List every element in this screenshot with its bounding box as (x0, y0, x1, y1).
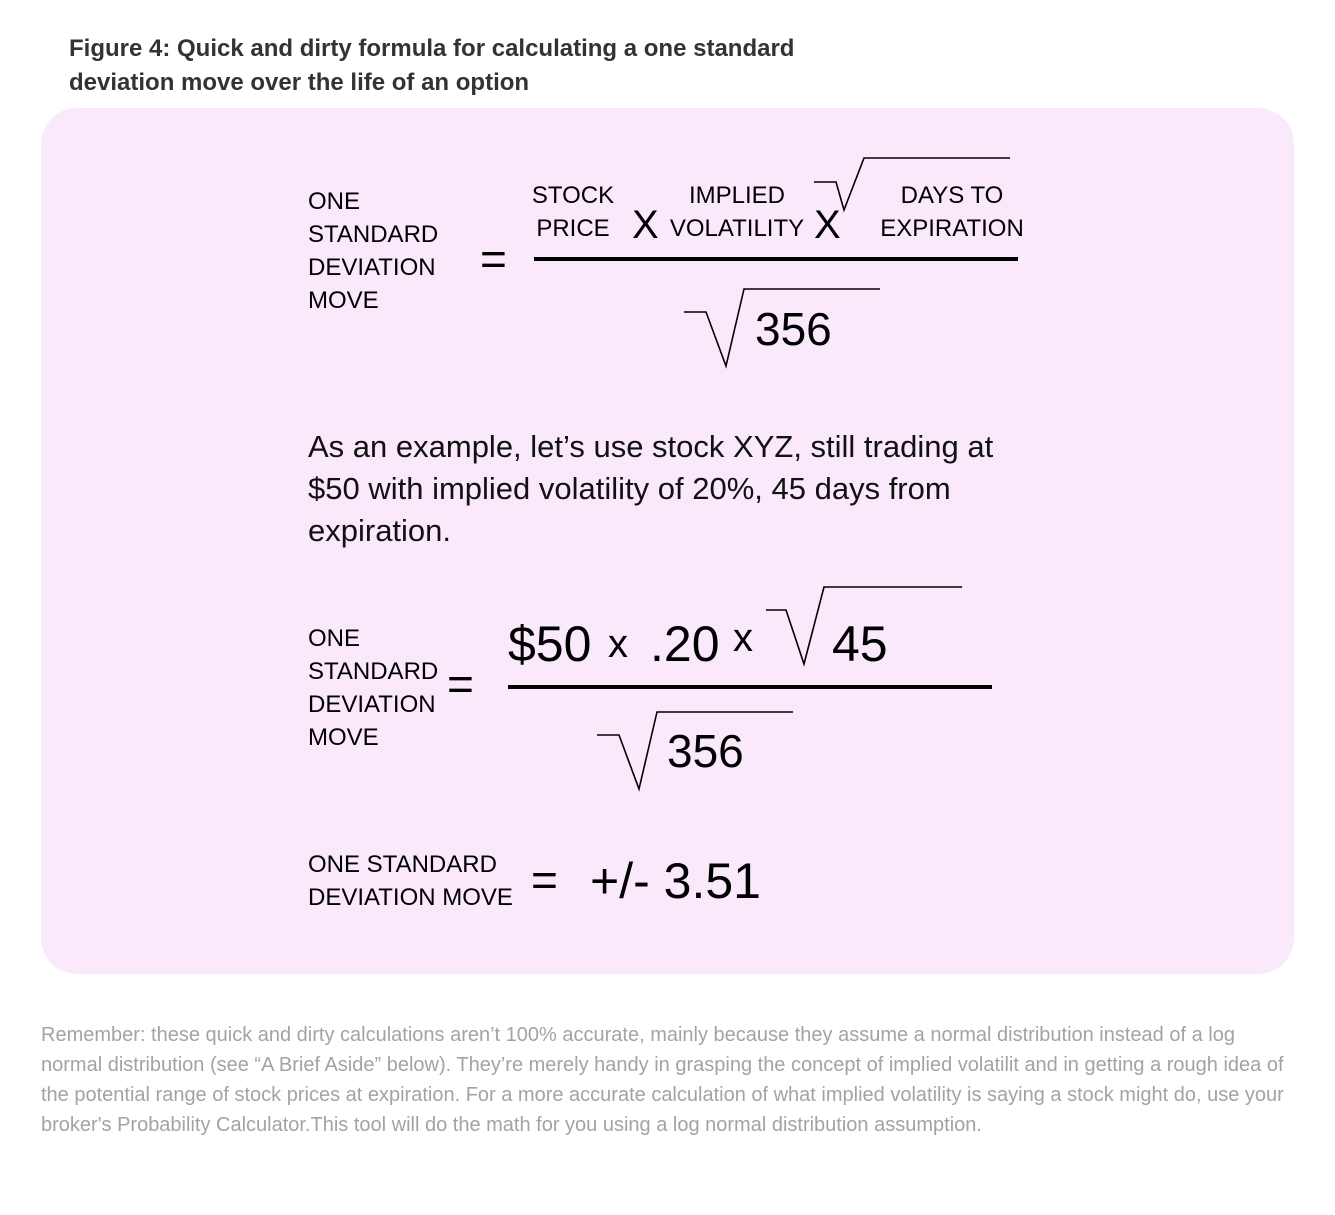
price-value: $50 (508, 616, 592, 672)
lhs-line: ONE (308, 188, 361, 215)
multiply-sign: X (814, 203, 841, 247)
fraction-bar (534, 257, 1018, 261)
implied-volatility-term (666, 179, 808, 245)
term-line: STOCK (531, 182, 615, 209)
volatility-value: .20 (650, 616, 720, 672)
term-line: DAYS TO (900, 182, 1004, 209)
days-to-expiration-term (872, 179, 1032, 245)
figure-title: Figure 4: Quick and dirty formula for calculating a one standard deviation move over the life of an option (69, 35, 795, 96)
lhs-line: DEVIATION (308, 254, 436, 281)
example-text: As an example, let’s use stock XYZ, still trading at $50 with implied volatility of 20%, 45 days from expiration. (308, 429, 994, 548)
lhs-line: STANDARD (308, 221, 439, 248)
stock-price-term (520, 179, 626, 245)
multiply-sign: X (632, 203, 659, 247)
multiply-sign: x (608, 622, 628, 666)
term-line: PRICE (536, 215, 610, 242)
equals-sign: = (480, 233, 507, 285)
denominator-value: 356 (667, 725, 744, 777)
result-lhs-label (308, 848, 513, 914)
multiply-sign: x (733, 616, 753, 660)
footnote-text: Remember: these quick and dirty calculations aren’t 100% accurate, mainly because they assume a normal distribution instead of a log normal distribution (see “A Brief Aside” below). They’re merely handy in grasping the concept of implied volatilit and in getting a rough idea of the potential range of stock prices at expiration. For a more accurate calculation of what implied volatility is saying a stock might do, use your broker's Probability Calculator.This tool will do the math for you using a log normal distribution assumption. (41, 1024, 1284, 1136)
days-value: 45 (832, 616, 888, 672)
formula-lhs-label (308, 185, 438, 317)
equals-sign: = (447, 658, 474, 710)
lhs-line: ONE (308, 625, 361, 652)
lhs-line: ONE STANDARD (308, 851, 497, 878)
lhs-line: MOVE (308, 724, 379, 751)
lhs-line: DEVIATION MOVE (308, 884, 513, 911)
equals-sign: = (531, 854, 558, 906)
lhs-line: DEVIATION (308, 691, 436, 718)
fraction-bar (508, 685, 992, 689)
term-line: IMPLIED (688, 182, 786, 209)
denominator-value: 356 (755, 303, 832, 355)
term-line: EXPIRATION (880, 215, 1024, 242)
formula-lhs-label (308, 622, 438, 754)
result-value: +/- 3.51 (590, 853, 761, 909)
lhs-line: STANDARD (308, 658, 439, 685)
lhs-line: MOVE (308, 287, 379, 314)
term-line: VOLATILITY (669, 215, 805, 242)
